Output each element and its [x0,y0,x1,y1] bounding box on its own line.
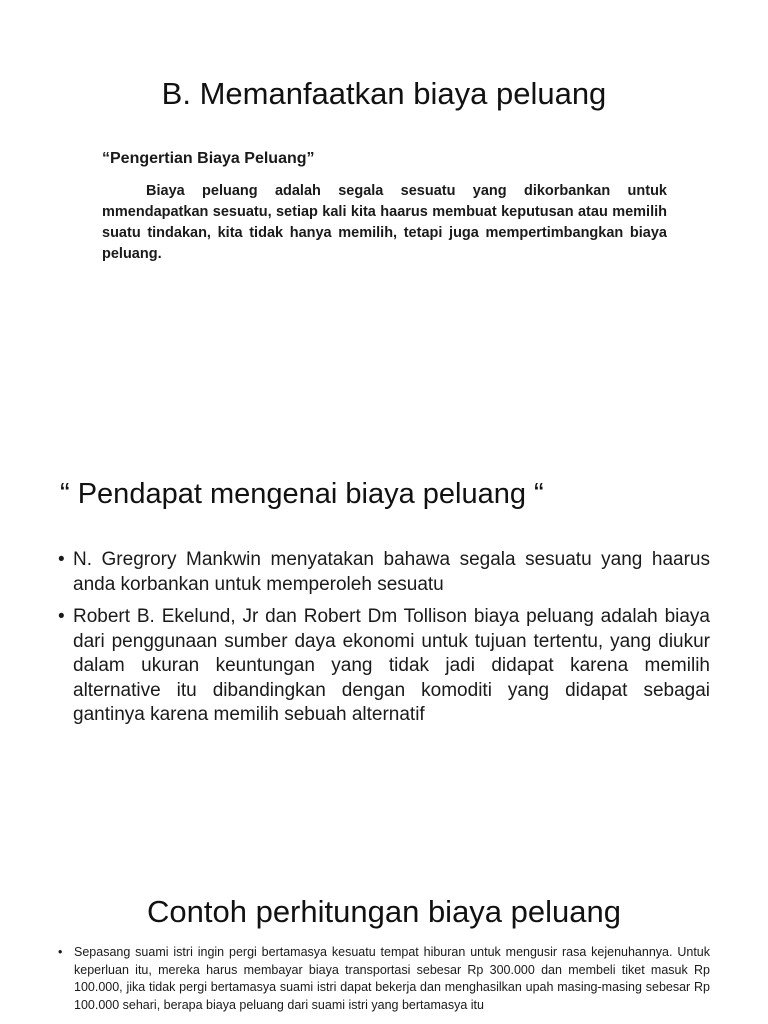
bullet-icon: • [58,549,65,570]
list-item [58,944,710,1014]
section-subtitle: “Pengertian Biaya Peluang” [102,150,315,167]
definition-paragraph: Biaya peluang adalah segala sesuatu yang dikorbankan untuk mmendapatkan sesuatu, setiap kali kita haarus membuat keputusan atau memilih suatu tindakan, kita tidak hanya memilih, tetapi juga mempertimbangkan biaya peluang. [102,183,667,262]
list-item-text: N. Gregrory Mankwin menyatakan bahawa segala sesuatu yang haarus anda korbankan untuk memperoleh sesuatu [73,549,710,595]
list-item [58,605,710,728]
bullet-icon: • [58,945,63,959]
slide-biaya-peluang-definition [0,0,768,440]
slide-opinions [0,440,768,860]
bullet-icon: • [58,606,65,627]
list-item-text: Sepasang suami istri ingin pergi bertamasya kesuatu tempat hiburan untuk mengusir rasa kejenuhannya. Untuk keperluan itu, mereka harus membayar biaya transportasi sebesar Rp 300.000 dan membeli tiket masuk Rp 100.000, jika tidak pergi bertamasya suami istri dapat bekerja dan menghasilkan upah masing-masing sebesar Rp 100.000 sehari, berapa biaya peluang dari suami istri yang bertamasya itu [74,945,710,1012]
slide-title: B. Memanfaatkan biaya peluang [161,76,607,111]
list-item [58,548,710,597]
slide-title: Contoh perhitungan biaya peluang [147,894,621,929]
slide-calculation-example [0,860,768,1024]
example-list [58,944,710,1014]
list-item-text: Robert B. Ekelund, Jr dan Robert Dm Tollison biaya peluang adalah biaya dari penggunaan sumber daya ekonomi untuk tujuan tertentu, yang diukur dalam ukuran keuntungan yang tidak jadi didapat karena memilih alternative itu dibandingkan dengan komoditi yang didapat sebagai gantinya karena memilih sebuah alternatif [73,606,710,725]
slide-title: “ Pendapat mengenai biaya peluang “ [60,478,544,510]
opinion-list [58,548,710,736]
